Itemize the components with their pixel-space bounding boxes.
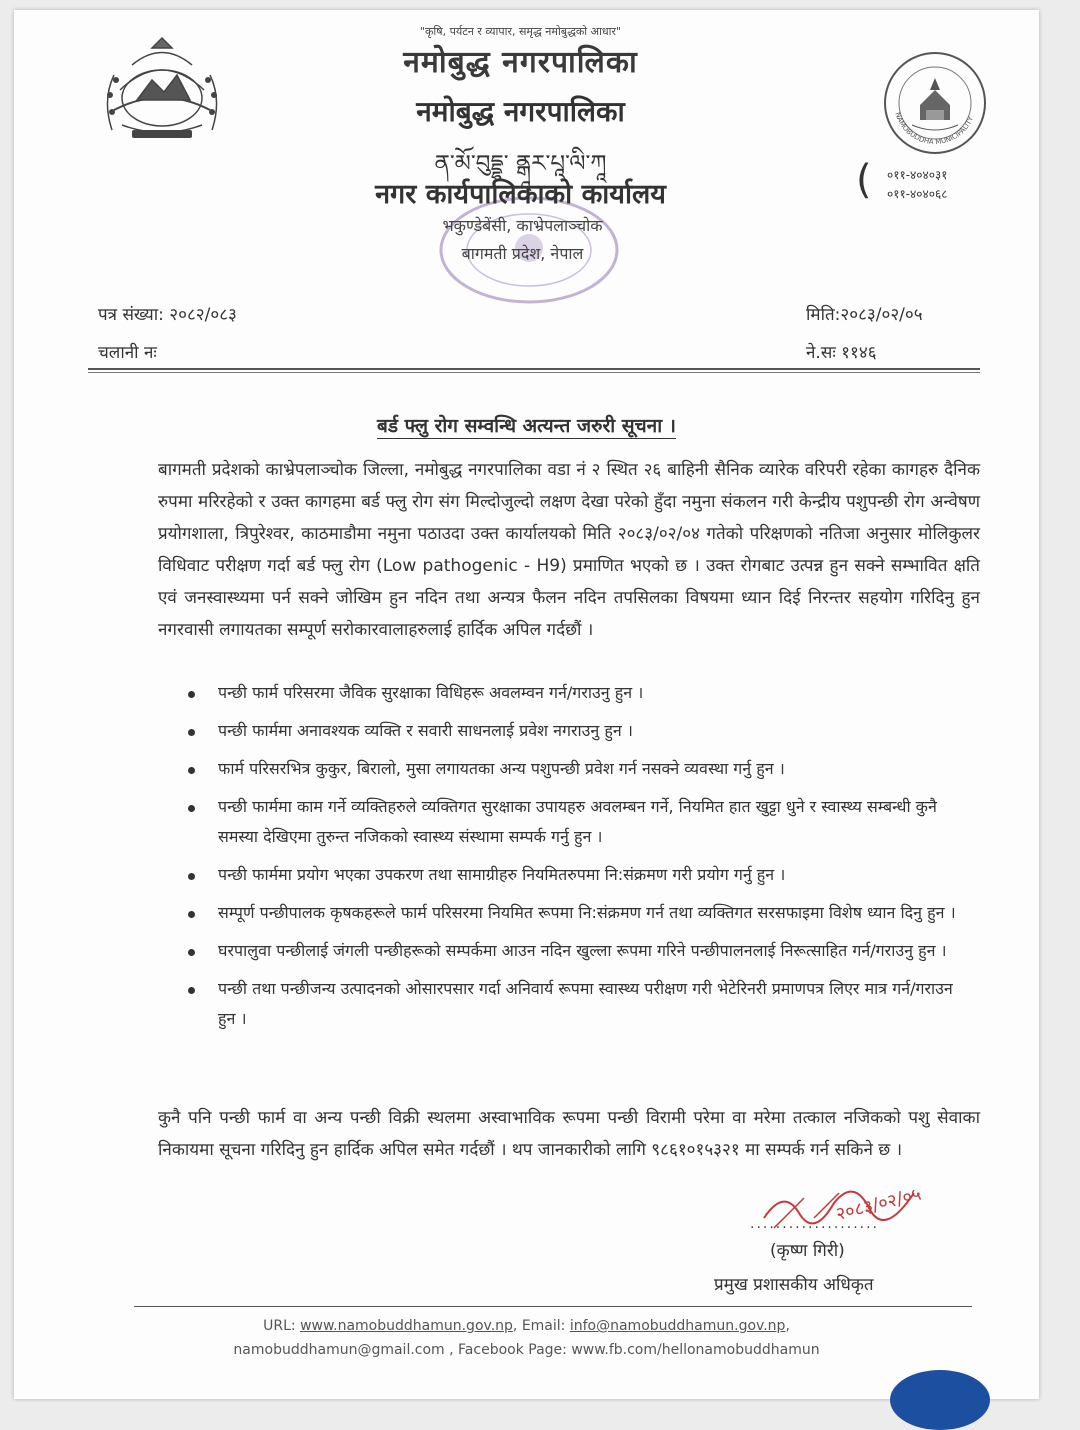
list-item (184, 792, 974, 852)
list-item (184, 754, 974, 784)
website-link[interactable]: www.namobuddhamun.gov.np (300, 1318, 513, 1334)
municipality-name-newari: नमोबुद्ध नगरपालिका (416, 95, 625, 128)
list-item-text: पन्छी फार्ममा प्रयोग भएका उपकरण तथा सामाग्रीहरु नियमितरुपमा नि:संक्रमण गरी प्रयोग गर्नु हुन । (218, 865, 786, 884)
signer-name: (कृष्ण गिरी) (770, 1241, 845, 1261)
bullet-icon (188, 987, 195, 994)
footer-line-1-end: , (785, 1318, 790, 1334)
bullet-icon (188, 873, 195, 880)
notice-subject-text: बर्ड फ्लु रोग सम्वन्धि अत्यन्त जरुरी सूचना । (377, 415, 676, 437)
address-line-2: बागमती प्रदेश, नेपाल (461, 244, 584, 263)
letter-number: पत्र संख्या: २०८२/०८३ (98, 305, 237, 325)
handwritten-date: २०८३/०२/०५ (833, 1183, 924, 1226)
list-item (184, 860, 974, 890)
signature-line: .................... (750, 1216, 880, 1232)
municipality-name-tibetan: ན་མོ་བུདྡྷ་ ནྒཱར་པཱ་ལི་ཀཱ (434, 151, 607, 177)
footer-email-label: , Email: (512, 1318, 570, 1334)
address-line-1: भकुण्डेबेंसी, काभ्रेपलाञ्चोक (442, 216, 603, 235)
nepal-sambat-date: ने.सः ११४६ (806, 343, 877, 363)
phone-number-2: ०११-४०४०६८ (887, 187, 948, 201)
list-item-text: पन्छी फार्म परिसरमा जैविक सुरक्षाका विधिहरू अवलम्वन गर्न/गराउनु हुन । (218, 683, 644, 702)
office-title: नगर कार्यपालिकाको कार्यालय (375, 179, 666, 210)
motto: "कृषि, पर्यटन र व्यापार, समृद्ध नमोबुद्धको आधार" (419, 25, 622, 38)
bullet-icon (188, 691, 195, 698)
notice-subject (14, 412, 1039, 438)
phone-number-1: ०११-४०४०३१ (887, 168, 948, 182)
bullet-icon (188, 805, 195, 812)
footer-url-label: URL: (263, 1318, 301, 1334)
list-item-text: पन्छी तथा पन्छीजन्य उत्पादनको ओसारपसार गर्दा अनिवार्य रूपमा स्वास्थ्य परीक्षण गरी भेटेरिनरी प्रमाणपत्र लिएर मात्र गर्न/गराउन हुन । (218, 979, 953, 1028)
list-item (184, 898, 974, 928)
phone-icon: ( (856, 157, 872, 203)
notice-page (14, 10, 1039, 1399)
list-item-text: फार्म परिसरभित्र कुकुर, बिरालो, मुसा लगायतका अन्य पशुपन्छी प्रवेश गर्न नसक्ने व्यवस्था गर्नु हुन । (218, 759, 785, 778)
intro-paragraph: बागमती प्रदेशको काभ्रेपलाञ्चोक जिल्ला, नमोबुद्ध नगरपालिका वडा नं २ स्थित २६ बाहिनी सैनिक व्यारेक वरिपरी रहेका कागहरु दैनिक रुपमा मरिरहेको र उक्त कागहमा बर्ड फ्लु रोग संग मिल्दोजुल्दो लक्षण देखा परेको हुँदा नमुना संकलन गरी केन्द्रीय पशुपन्छी रोग अन्वेषण प्रयोगशाला, त्रिपुरेश्वर, काठमाडौमा नमुना पठाउदा उक्त कार्यालयको मिति २०८३/०२/०४ गतेको परिक्षणको नतिजा अनुसार मोलिकुलर विधिवाट परीक्षण गर्दा बर्ड फ्लु रोग (Low pathogenic - H9) प्रमाणित भएको छ । उक्त रोगबाट उत्पन्न हुन सक्ने सम्भावित क्षति एवं जनस्वास्थ्यमा पर्न सक्ने जोखिम हुन नदिन तथा अन्यत्र फैलन नदिन तपसिलका विषयमा ध्यान दिई निरन्तर सहयोग गरिदिनु हुन नगरवासी लगायतका सम्पूर्ण सरोकारवालाहरुलाई हार्दिक अपिल गर्दछौं । (158, 460, 980, 640)
letter-date: मिति:२०८३/०२/०५ (806, 305, 923, 325)
footer-line-2: namobuddhamun@gmail.com , Facebook Page: www.fb.com/hellonamobuddhamun (233, 1342, 820, 1358)
list-item (184, 716, 974, 746)
footer-divider (134, 1306, 972, 1307)
list-item-text: पन्छी फार्ममा काम गर्ने व्यक्तिहरुले व्यक्तिगत सुरक्षाका उपायहरु अवलम्बन गर्ने, नियमित हात खुट्टा धुने र स्वास्थ्य सम्बन्धी कुनै समस्या देखिएमा तुरुन्त नजिकको स्वास्थ्य संस्थामा सम्पर्क गर्नु हुन । (218, 797, 937, 846)
corner-accent (890, 1370, 990, 1430)
footer-line-1 (14, 1318, 1039, 1334)
header-divider (88, 368, 980, 370)
list-item (184, 974, 974, 1034)
list-item-text: पन्छी फार्ममा अनावश्यक व्यक्ति र सवारी साधनलाई प्रवेश नगराउनु हुन । (218, 721, 633, 740)
bullet-icon (188, 949, 195, 956)
list-item (184, 936, 974, 966)
seal-text: NAMOBUDDHA MUNICIPALITY (893, 111, 976, 147)
dispatch-number: चलानी नः (98, 343, 157, 363)
municipality-name-nepali: नमोबुद्ध नगरपालिका (403, 45, 638, 80)
list-item-text: सम्पूर्ण पन्छीपालक कृषकहरूले फार्म परिसरमा नियमित रूपमा नि:संक्रमण गर्न तथा व्यक्तिगत सरसफाइमा विशेष ध्यान दिनु हुन । (218, 903, 956, 922)
bullet-icon (188, 767, 195, 774)
bullet-icon (188, 911, 195, 918)
email-link[interactable]: info@namobuddhamun.gov.np (569, 1318, 786, 1334)
instruction-list (184, 678, 974, 1034)
list-item (184, 678, 974, 708)
signer-title: प्रमुख प्रशासकीय अधिकृत (714, 1275, 874, 1295)
list-item-text: घरपालुवा पन्छीलाई जंगली पन्छीहरूको सम्पर्कमा आउन नदिन खुल्ला रूपमा गरिने पन्छीपालनलाई निरूत्साहित गर्न/गराउनु हुन । (218, 941, 947, 960)
header-divider-thin (88, 372, 980, 373)
bullet-icon (188, 729, 195, 736)
closing-paragraph: कुनै पनि पन्छी फार्म वा अन्य पन्छी विक्री स्थलमा अस्वाभाविक रूपमा पन्छी विरामी परेमा वा मरेमा तत्काल नजिकको पशु सेवाका निकायमा सूचना गरिदिनु हुन हार्दिक अपिल समेत गर्दछौं । थप जानकारीको लागि ९८६१०१५३२१ मा सम्पर्क गर्न सकिने छ । (158, 1108, 980, 1160)
